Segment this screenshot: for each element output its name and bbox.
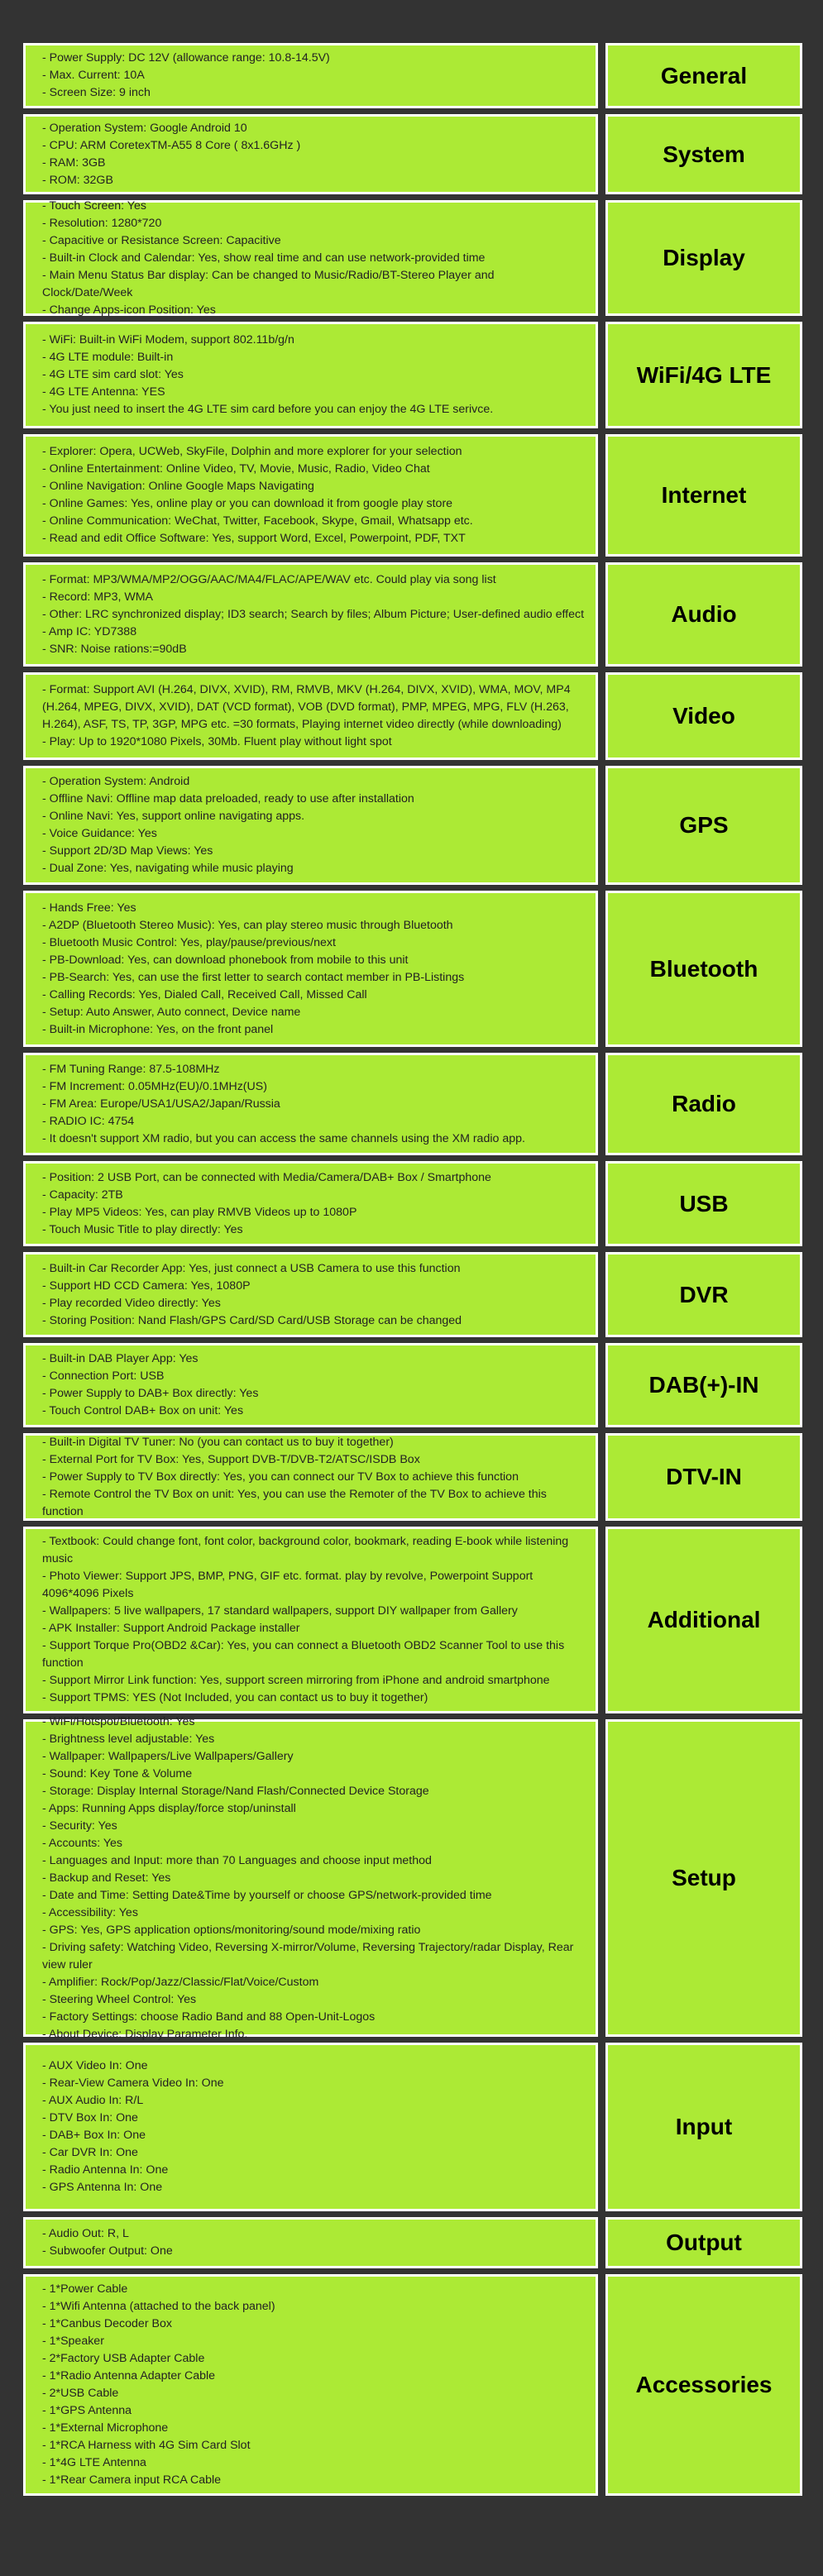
spec-line: - Car DVR In: One bbox=[42, 2146, 138, 2159]
spec-row bbox=[23, 1433, 802, 1521]
spec-details bbox=[23, 200, 598, 316]
spec-category-label: WiFi/4G LTE bbox=[605, 322, 802, 428]
spec-line: - Languages and Input: more than 70 Languages and choose input method bbox=[42, 1853, 432, 1867]
spec-details bbox=[23, 1252, 598, 1337]
spec-category-label: Internet bbox=[605, 434, 802, 557]
spec-line: - FM Increment: 0.05MHz(EU)/0.1MHz(US) bbox=[42, 1079, 267, 1093]
spec-details bbox=[23, 562, 598, 667]
spec-gap bbox=[598, 1343, 605, 1427]
spec-line: - Resolution: 1280*720 bbox=[42, 216, 162, 230]
spec-line: - GPS: Yes, GPS application options/monitoring/sound mode/mixing ratio bbox=[42, 1923, 421, 1937]
spec-line: - Touch Control DAB+ Box on unit: Yes bbox=[42, 1404, 244, 1417]
spec-line: - Support TPMS: YES (Not Included, you can contact us to buy it together) bbox=[42, 1691, 428, 1704]
spec-line: - Operation System: Google Android 10 bbox=[42, 121, 247, 135]
spec-line: - Online Navi: Yes, support online navigating apps. bbox=[42, 810, 305, 823]
spec-line: - Built-in Digital TV Tuner: No (you can contact us to buy it together) bbox=[42, 1435, 394, 1449]
spec-line: - Online Entertainment: Online Video, TV, Movie, Music, Radio, Video Chat bbox=[42, 462, 430, 476]
spec-line: - FM Tuning Range: 87.5-108MHz bbox=[42, 1062, 220, 1076]
spec-line: - Security: Yes bbox=[42, 1818, 117, 1833]
spec-line: - Capacitive or Resistance Screen: Capacitive bbox=[42, 233, 281, 247]
spec-details bbox=[23, 1343, 598, 1427]
spec-line: - Brightness level adjustable: Yes bbox=[42, 1732, 215, 1746]
spec-line: - Date and Time: Setting Date&Time by yourself or choose GPS/network-provided time bbox=[42, 1888, 492, 1902]
spec-line: - APK Installer: Support Android Package installer bbox=[42, 1622, 300, 1635]
spec-line: - Format: Support AVI (H.264, DIVX, XVID), RM, RMVB, MKV (H.264, DIVX, XVID), WMA, MOV, MP4 (H.264, MPEG, DIVX, XVID), DAT (VCD format), VOB (DVD format), PMP, MPEG, MPG, FLV (H.263, H.264), ASF, TS, TP, 3GP, MPG etc. =30 formats, Playing internet video directly (while downloading) bbox=[42, 683, 571, 731]
spec-line: - Capacity: 2TB bbox=[42, 1188, 123, 1202]
spec-details bbox=[23, 2217, 598, 2268]
spec-gap bbox=[598, 2217, 605, 2268]
spec-line: - 1*External Microphone bbox=[42, 2421, 169, 2435]
spec-line: - 1*Rear Camera input RCA Cable bbox=[42, 2473, 222, 2487]
spec-line: - Factory Settings: choose Radio Band and 88 Open-Unit-Logos bbox=[42, 2010, 376, 2024]
spec-gap bbox=[598, 200, 605, 316]
spec-row bbox=[23, 562, 802, 667]
spec-line: - Play: Up to 1920*1080 Pixels, 30Mb. Fluent play without light spot bbox=[42, 735, 392, 748]
spec-line: - DTV Box In: One bbox=[42, 2111, 138, 2124]
spec-line: - 1*Speaker bbox=[42, 2335, 104, 2348]
spec-line: - Position: 2 USB Port, can be connected with Media/Camera/DAB+ Box / Smartphone bbox=[42, 1170, 491, 1184]
spec-line: - Offline Navi: Offline map data preloaded, ready to use after installation bbox=[42, 792, 414, 805]
spec-line: - Textbook: Could change font, font color, background color, bookmark, reading E-book while listening music bbox=[42, 1535, 569, 1565]
spec-line: - A2DP (Bluetooth Stereo Music): Yes, can play stereo music through Bluetooth bbox=[42, 918, 453, 932]
spec-line: - SNR: Noise rations:=90dB bbox=[42, 642, 187, 656]
spec-row bbox=[23, 1343, 802, 1427]
spec-line: - Play recorded Video directly: Yes bbox=[42, 1296, 221, 1310]
spec-details bbox=[23, 672, 598, 760]
spec-line: - Online Navigation: Online Google Maps Navigating bbox=[42, 480, 314, 493]
spec-details bbox=[23, 434, 598, 557]
spec-row bbox=[23, 43, 802, 108]
spec-details bbox=[23, 1053, 598, 1155]
spec-category-label: Audio bbox=[605, 562, 802, 667]
spec-line: - Power Supply to TV Box directly: Yes, you can connect our TV Box to achieve this function bbox=[42, 1470, 519, 1484]
spec-line: - 2*Factory USB Adapter Cable bbox=[42, 2352, 205, 2365]
spec-line: - Steering Wheel Control: Yes bbox=[42, 1992, 197, 2006]
spec-line: - Support HD CCD Camera: Yes, 1080P bbox=[42, 1278, 251, 1293]
spec-line: - Other: LRC synchronized display; ID3 search; Search by files; Album Picture; User-defined audio effect bbox=[42, 607, 585, 621]
spec-row bbox=[23, 322, 802, 428]
spec-line: - WiFi/Hotspot/Bluetooth: Yes bbox=[42, 1714, 195, 1728]
spec-gap bbox=[598, 1719, 605, 2037]
spec-line: - Built-in Microphone: Yes, on the front panel bbox=[42, 1022, 274, 1036]
spec-line: - 4G LTE module: Built-in bbox=[42, 351, 174, 364]
spec-line: - GPS Antenna In: One bbox=[42, 2181, 163, 2194]
spec-category-label: Accessories bbox=[605, 2274, 802, 2496]
spec-table bbox=[23, 43, 802, 2502]
spec-line: - Apps: Running Apps display/force stop/uninstall bbox=[42, 1801, 296, 1815]
spec-gap bbox=[598, 434, 605, 557]
spec-line: - External Port for TV Box: Yes, Support DVB-T/DVB-T2/ATSC/ISDB Box bbox=[42, 1452, 420, 1466]
spec-details bbox=[23, 322, 598, 428]
spec-line: - Remote Control the TV Box on unit: Yes, you can use the Remoter of the TV Box to achieve this function bbox=[42, 1487, 547, 1518]
spec-line: - DAB+ Box In: One bbox=[42, 2129, 146, 2142]
spec-line: - Format: MP3/WMA/MP2/OGG/AAC/MA4/FLAC/APE/WAV etc. Could play via song list bbox=[42, 572, 496, 586]
spec-row bbox=[23, 2043, 802, 2211]
spec-line: - Read and edit Office Software: Yes, support Word, Excel, Powerpoint, PDF, TXT bbox=[42, 532, 466, 545]
spec-line: - CPU: ARM CoretexTM-A55 8 Core ( 8x1.6GHz ) bbox=[42, 138, 301, 152]
spec-row bbox=[23, 672, 802, 760]
spec-line: - Support Torque Pro(OBD2 &Car): Yes, you can connect a Bluetooth OBD2 Scanner Tool to use this function bbox=[42, 1639, 565, 1670]
spec-category-label: System bbox=[605, 114, 802, 194]
spec-line: - Audio Out: R, L bbox=[42, 2227, 129, 2240]
spec-row bbox=[23, 766, 802, 885]
spec-line: - 4G LTE Antenna: YES bbox=[42, 385, 165, 399]
spec-line: - RAM: 3GB bbox=[42, 155, 106, 170]
spec-row bbox=[23, 1161, 802, 1246]
spec-line: - Amplifier: Rock/Pop/Jazz/Classic/Flat/Voice/Custom bbox=[42, 1975, 319, 1989]
spec-line: - Storing Position: Nand Flash/GPS Card/SD Card/USB Storage can be changed bbox=[42, 1313, 462, 1327]
spec-row bbox=[23, 1252, 802, 1337]
spec-line: - RADIO IC: 4754 bbox=[42, 1114, 135, 1128]
spec-line: - Record: MP3, WMA bbox=[42, 590, 154, 604]
spec-line: - 1*Canbus Decoder Box bbox=[42, 2317, 172, 2330]
spec-details bbox=[23, 891, 598, 1047]
spec-gap bbox=[598, 1527, 605, 1713]
spec-row bbox=[23, 2274, 802, 2496]
spec-line: - Backup and Reset: Yes bbox=[42, 1871, 171, 1885]
spec-line: - Built-in DAB Player App: Yes bbox=[42, 1352, 199, 1365]
spec-line: - Built-in Clock and Calendar: Yes, show real time and can use network-provided time bbox=[42, 251, 486, 265]
spec-line: - Explorer: Opera, UCWeb, SkyFile, Dolphin and more explorer for your selection bbox=[42, 445, 462, 458]
spec-line: - Max. Current: 10A bbox=[42, 69, 145, 82]
spec-line: - 2*USB Cable bbox=[42, 2387, 119, 2400]
spec-line: - PB-Download: Yes, can download phonebook from mobile to this unit bbox=[42, 953, 409, 967]
spec-gap bbox=[598, 322, 605, 428]
spec-line: - Play MP5 Videos: Yes, can play RMVB Videos up to 1080P bbox=[42, 1205, 357, 1219]
spec-line: - Radio Antenna In: One bbox=[42, 2163, 169, 2177]
spec-line: - Rear-View Camera Video In: One bbox=[42, 2077, 224, 2090]
spec-line: - Dual Zone: Yes, navigating while music playing bbox=[42, 862, 294, 875]
spec-gap bbox=[598, 562, 605, 667]
spec-category-label: Additional bbox=[605, 1527, 802, 1713]
spec-line: - FM Area: Europe/USA1/USA2/Japan/Russia bbox=[42, 1097, 280, 1111]
spec-line: - PB-Search: Yes, can use the first letter to search contact member in PB-Listings bbox=[42, 970, 465, 984]
spec-details bbox=[23, 114, 598, 194]
spec-gap bbox=[598, 1053, 605, 1155]
spec-line: - Amp IC: YD7388 bbox=[42, 624, 137, 638]
spec-category-label: Output bbox=[605, 2217, 802, 2268]
spec-category-label: GPS bbox=[605, 766, 802, 885]
spec-category-label: Bluetooth bbox=[605, 891, 802, 1047]
spec-row bbox=[23, 2217, 802, 2268]
spec-category-label: DAB(+)-IN bbox=[605, 1343, 802, 1427]
spec-line: - 1*Power Cable bbox=[42, 2282, 128, 2296]
spec-line: - You just need to insert the 4G LTE sim card before you can enjoy the 4G LTE serivce. bbox=[42, 403, 494, 416]
spec-line: - Online Communication: WeChat, Twitter, Facebook, Skype, Gmail, Whatsapp etc. bbox=[42, 514, 473, 528]
spec-row bbox=[23, 1714, 802, 2041]
spec-line: - Change Apps-icon Position: Yes bbox=[42, 303, 216, 317]
spec-gap bbox=[598, 1161, 605, 1246]
spec-line: - 1*4G LTE Antenna bbox=[42, 2456, 146, 2469]
spec-gap bbox=[598, 1433, 605, 1521]
spec-row bbox=[23, 200, 802, 316]
spec-category-label: Input bbox=[605, 2043, 802, 2211]
spec-details bbox=[23, 43, 598, 108]
spec-details bbox=[23, 1161, 598, 1246]
spec-line: - Hands Free: Yes bbox=[42, 901, 136, 915]
spec-line: - Support 2D/3D Map Views: Yes bbox=[42, 844, 213, 858]
spec-gap bbox=[598, 891, 605, 1047]
spec-category-label: DVR bbox=[605, 1252, 802, 1337]
spec-category-label: DTV-IN bbox=[605, 1433, 802, 1521]
spec-gap bbox=[598, 2274, 605, 2496]
spec-details bbox=[23, 1433, 598, 1521]
spec-line: - Online Games: Yes, online play or you can download it from google play store bbox=[42, 497, 453, 510]
spec-line: - Touch Music Title to play directly: Yes bbox=[42, 1222, 243, 1236]
spec-category-label: Setup bbox=[605, 1719, 802, 2037]
spec-category-label: Display bbox=[605, 200, 802, 316]
spec-line: - Built-in Car Recorder App: Yes, just connect a USB Camera to use this function bbox=[42, 1261, 461, 1275]
spec-category-label: Radio bbox=[605, 1053, 802, 1155]
spec-line: - Accessibility: Yes bbox=[42, 1905, 138, 1919]
spec-line: - 1*Wifi Antenna (attached to the back panel) bbox=[42, 2300, 275, 2313]
spec-details bbox=[23, 1527, 598, 1713]
spec-line: - Subwoofer Output: One bbox=[42, 2244, 173, 2258]
spec-line: - Main Menu Status Bar display: Can be changed to Music/Radio/BT-Stereo Player and Clock/Date/Week bbox=[42, 268, 495, 299]
spec-row bbox=[23, 1527, 802, 1713]
spec-row bbox=[23, 891, 802, 1047]
spec-line: - Support Mirror Link function: Yes, support screen mirroring from iPhone and android smartphone bbox=[42, 1674, 550, 1687]
spec-line: - Operation System: Android bbox=[42, 775, 190, 788]
spec-line: - AUX Audio In: R/L bbox=[42, 2094, 144, 2107]
spec-line: - 1*RCA Harness with 4G Sim Card Slot bbox=[42, 2439, 251, 2452]
spec-line: - Accounts: Yes bbox=[42, 1836, 123, 1850]
spec-details bbox=[23, 2274, 598, 2496]
spec-line: - AUX Video In: One bbox=[42, 2059, 148, 2072]
spec-line: - Calling Records: Yes, Dialed Call, Received Call, Missed Call bbox=[42, 987, 367, 1001]
spec-line: - About Device: Display Parameter Info. bbox=[42, 2027, 248, 2041]
spec-details bbox=[23, 766, 598, 885]
spec-category-label: General bbox=[605, 43, 802, 108]
spec-line: - Driving safety: Watching Video, Reversing X-mirror/Volume, Reversing Trajectory/radar Display, Rear view ruler bbox=[42, 1940, 574, 1971]
spec-category-label: USB bbox=[605, 1161, 802, 1246]
spec-line: - ROM: 32GB bbox=[42, 173, 113, 187]
spec-gap bbox=[598, 1252, 605, 1337]
spec-row bbox=[23, 1053, 802, 1155]
spec-line: - 1*Radio Antenna Adapter Cable bbox=[42, 2369, 216, 2382]
spec-line: - Wallpaper: Wallpapers/Live Wallpapers/Gallery bbox=[42, 1749, 294, 1763]
spec-line: - Bluetooth Music Control: Yes, play/pause/previous/next bbox=[42, 935, 336, 949]
spec-details bbox=[23, 1714, 598, 2041]
spec-line: - Voice Guidance: Yes bbox=[42, 827, 157, 840]
spec-line: - Power Supply: DC 12V (allowance range: 10.8-14.5V) bbox=[42, 51, 330, 65]
spec-line: - Setup: Auto Answer, Auto connect, Device name bbox=[42, 1005, 301, 1019]
spec-line: - WiFi: Built-in WiFi Modem, support 802.11b/g/n bbox=[42, 333, 294, 346]
spec-gap bbox=[598, 43, 605, 108]
spec-line: - 4G LTE sim card slot: Yes bbox=[42, 368, 184, 381]
spec-row bbox=[23, 114, 802, 194]
spec-gap bbox=[598, 114, 605, 194]
spec-line: - Sound: Key Tone & Volume bbox=[42, 1766, 193, 1780]
spec-gap bbox=[598, 672, 605, 760]
spec-line: - Wallpapers: 5 live wallpapers, 17 standard wallpapers, support DIY wallpaper from Gallery bbox=[42, 1604, 518, 1618]
spec-gap bbox=[598, 766, 605, 885]
spec-line: - Connection Port: USB bbox=[42, 1369, 165, 1383]
spec-line: - Touch Screen: Yes bbox=[42, 198, 146, 213]
spec-line: - Photo Viewer: Support JPS, BMP, PNG, GIF etc. format. play by revolve, Powerpoint Support 4096*4096 Pixels bbox=[42, 1570, 534, 1600]
spec-line: - Power Supply to DAB+ Box directly: Yes bbox=[42, 1387, 259, 1400]
spec-line: - Screen Size: 9 inch bbox=[42, 86, 151, 99]
spec-details bbox=[23, 2043, 598, 2211]
spec-gap bbox=[598, 2043, 605, 2211]
spec-category-label: Video bbox=[605, 672, 802, 760]
spec-row bbox=[23, 434, 802, 557]
spec-line: - 1*GPS Antenna bbox=[42, 2404, 132, 2417]
spec-line: - Storage: Display Internal Storage/Nand Flash/Connected Device Storage bbox=[42, 1784, 429, 1798]
spec-line: - It doesn't support XM radio, but you can access the same channels using the XM radio app. bbox=[42, 1131, 525, 1145]
